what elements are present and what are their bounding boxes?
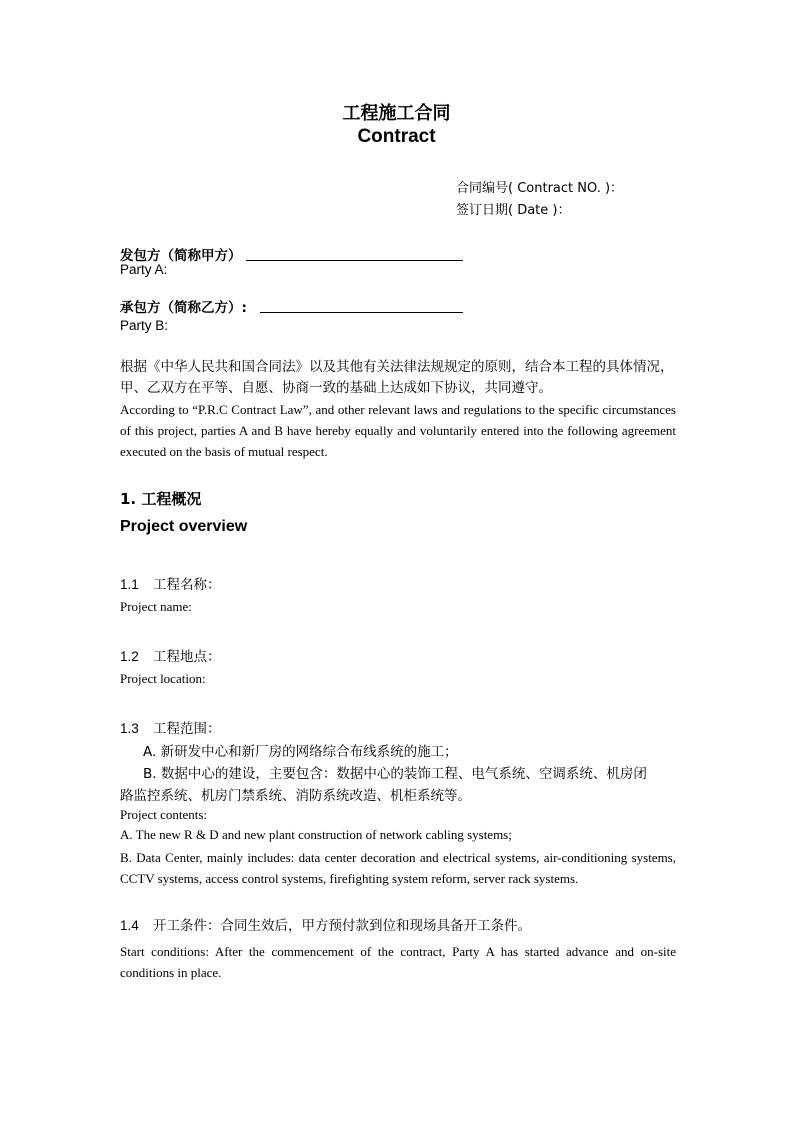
item-1-3 — [120, 717, 221, 737]
item-1-4-label: 开工条件：合同生效后，甲方预付款到位和现场具备开工条件。 — [153, 918, 531, 934]
start-conditions-english: Start conditions: After the commencement of the contract, Party A has started advance and on-site conditions in place. — [120, 944, 676, 980]
item-1-2-english: Project location: — [120, 671, 206, 686]
item-1-2-label: 工程地点： — [153, 649, 221, 665]
item-1-1 — [120, 573, 221, 593]
preamble-chinese-line-2: 甲、乙双方在平等、自愿、协商一致的基础上达成如下协议，共同遵守。 — [120, 380, 552, 396]
party-a-english: Party A: — [120, 262, 168, 277]
item-1-4-number: 1.4 — [120, 918, 139, 933]
scope-item-b-chinese-line-2: 路监控系统、机房门禁系统、消防系统改造、机柜系统等。 — [120, 788, 471, 804]
party-a-underline — [246, 260, 463, 261]
title-english: Contract — [357, 126, 436, 147]
scope-item-b-chinese-line-1: B. 数据中心的建设，主要包含：数据中心的装饰工程、电气系统、空调系统、机房闭 — [143, 766, 647, 782]
scope-item-b-english: B. Data Center, mainly includes: data center decoration and electrical systems, air-conditioning systems, CCTV systems, access control systems, firefighting system reform, server rack systems. — [120, 850, 676, 886]
party-b-underline — [260, 312, 463, 313]
party-a-label: 发包方（简称甲方） — [120, 248, 242, 264]
scope-item-a-chinese: A. 新研发中心和新厂房的网络综合布线系统的施工； — [143, 744, 458, 760]
item-1-3-label: 工程范围： — [153, 721, 221, 737]
signing-date-label: 签订日期( Date )： — [456, 203, 571, 218]
section-1-heading-english: Project overview — [120, 518, 248, 535]
item-1-1-label: 工程名称： — [153, 577, 221, 593]
party-b-label: 承包方（简称乙方）: — [120, 300, 247, 316]
scope-contents-label: Project contents: — [120, 807, 208, 822]
item-1-1-english: Project name: — [120, 599, 192, 614]
item-1-2-number: 1.2 — [120, 649, 139, 664]
title-chinese: 工程施工合同 — [342, 103, 451, 124]
item-1-2 — [120, 645, 221, 665]
section-1-heading-chinese: 1. 工程概况 — [120, 490, 202, 508]
party-b-english: Party B: — [120, 318, 169, 333]
preamble-chinese-line-1: 根据《中华人民共和国合同法》以及其他有关法律法规规定的原则，结合本工程的具体情况， — [120, 359, 674, 375]
preamble-english: According to “P.R.C Contract Law”, and other relevant laws and regulations to the specific circumstances of this project, parties A and B have hereby equally and voluntarily entered into the following agreement executed on the basis of mutual respect. — [120, 402, 676, 459]
item-1-4 — [120, 914, 531, 934]
item-1-3-number: 1.3 — [120, 721, 139, 736]
contract-number-label: 合同编号( Contract NO. )： — [456, 181, 624, 196]
item-1-1-number: 1.1 — [120, 577, 139, 592]
scope-item-a-english: A. The new R & D and new plant construction of network cabling systems; — [120, 827, 512, 842]
